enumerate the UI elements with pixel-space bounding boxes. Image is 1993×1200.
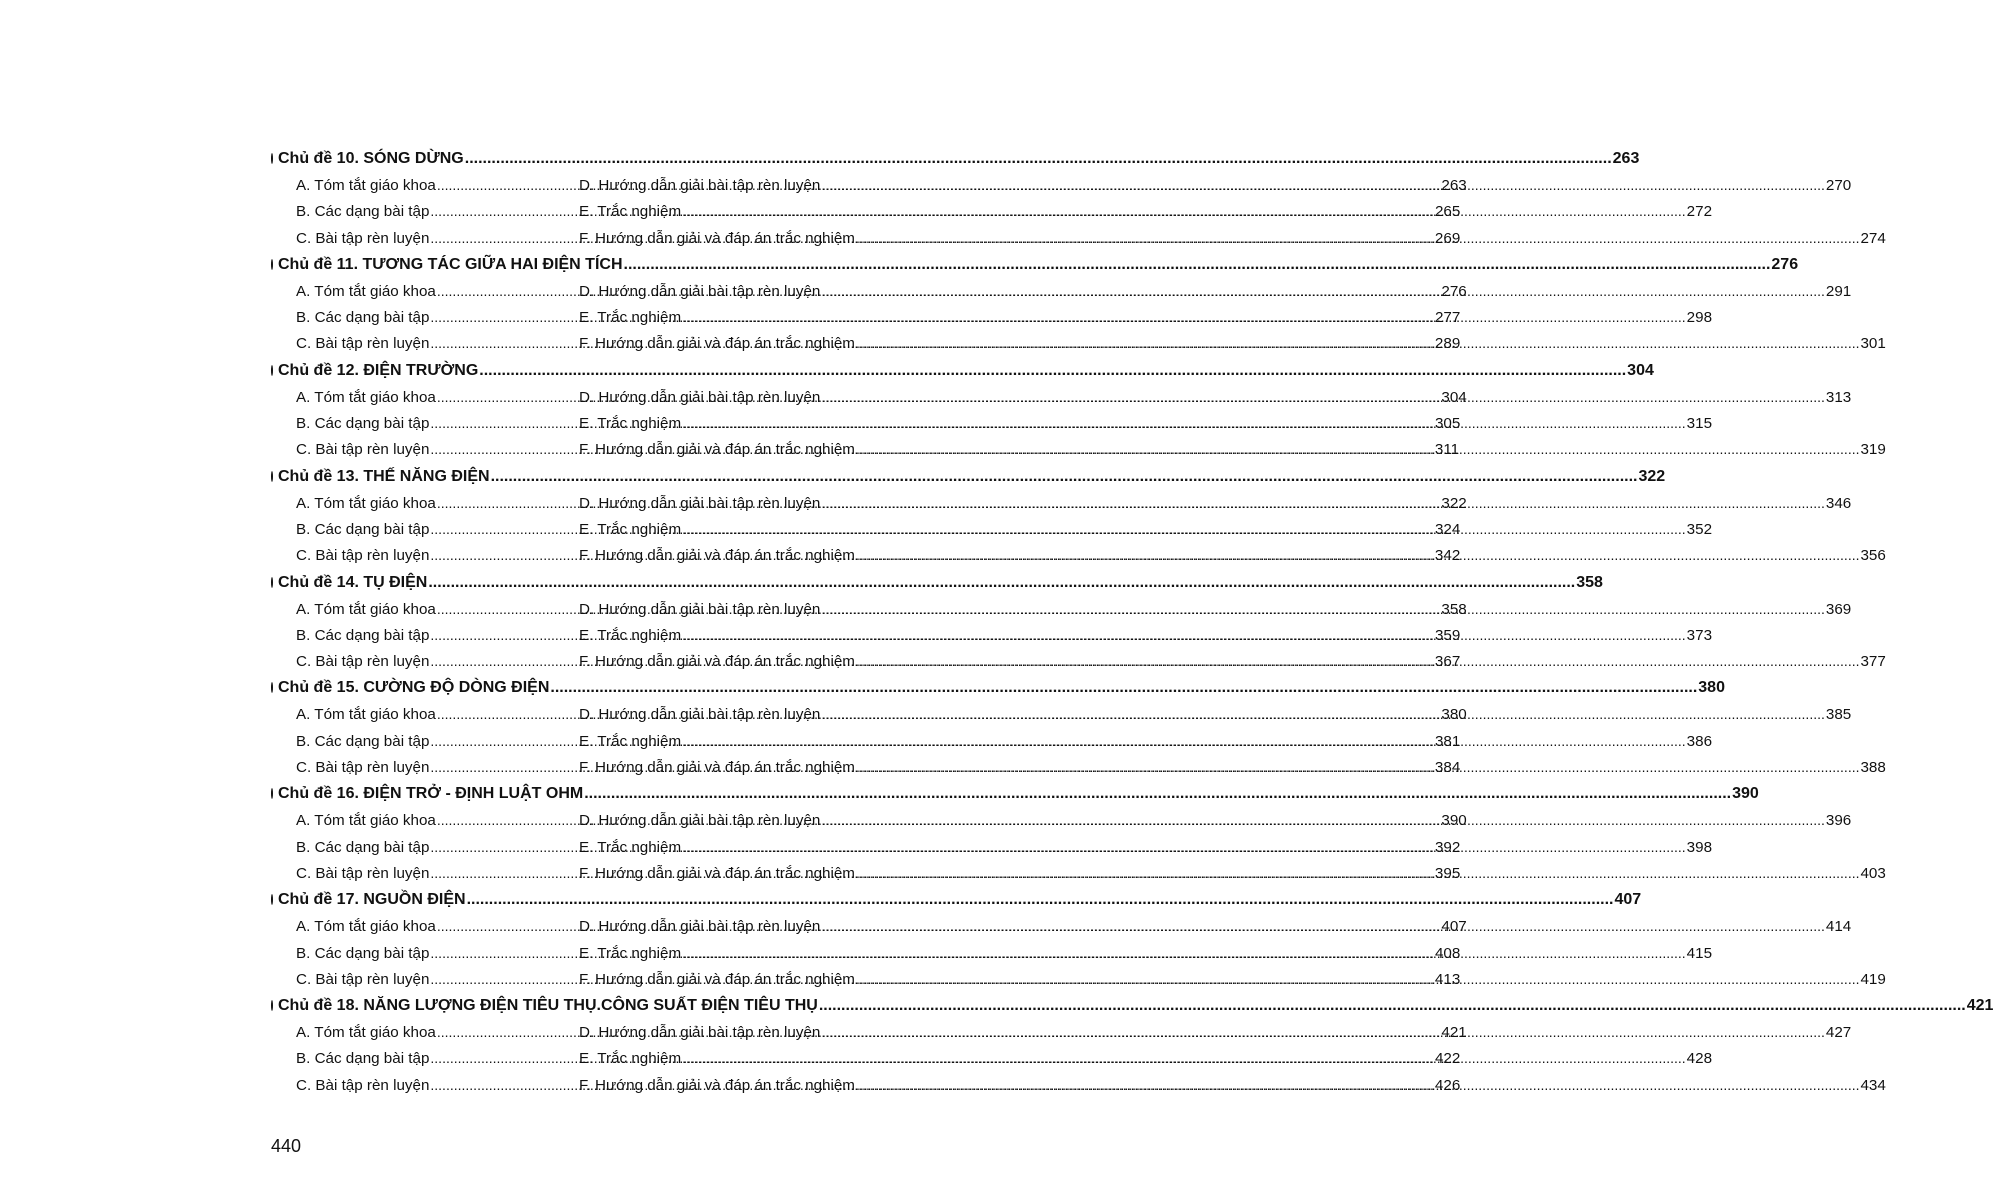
entry-title: D. Hướng dẫn giải bài tập rèn luyện [579, 494, 821, 512]
entry-page-number: 384 [1434, 759, 1461, 777]
dot-leader [821, 596, 1825, 622]
chapter-heading[interactable] [271, 145, 1640, 172]
dot-leader [856, 966, 1860, 992]
entry-page-number: 395 [1434, 864, 1461, 882]
entry-title: F. Hướng dẫn giải và đáp án trắc nghiệm [579, 441, 855, 459]
entry-title: A. Tóm tắt giáo khoa [296, 1024, 436, 1042]
entry-title: E. Trắc nghiệm [579, 520, 682, 538]
entry-page-number: 413 [1434, 970, 1461, 988]
entry-title: C. Bài tập rèn luyện [296, 759, 430, 777]
toc-subsection-row [271, 913, 1852, 939]
toc-subsection-row [271, 384, 1852, 410]
entry-title: E. Trắc nghiệm [579, 309, 682, 327]
entry-title: D. Hướng dẫn giải bài tập rèn luyện [579, 177, 821, 194]
entry-page-number: 415 [1686, 944, 1713, 962]
entry-title: A. Tóm tắt giáo khoa [296, 812, 436, 830]
entry-page-number: 269 [1434, 229, 1461, 247]
toc-subsection-row [271, 596, 1852, 622]
toc-entry-right[interactable] [579, 490, 1851, 516]
entry-page-number: 291 [1825, 282, 1852, 300]
toc-entry-right[interactable] [579, 648, 1886, 674]
dot-leader [821, 913, 1825, 939]
entry-page-number: 408 [1434, 944, 1461, 962]
toc-chapter [271, 886, 1886, 992]
entry-page-number: 377 [1860, 653, 1886, 671]
toc-subsection-row [271, 330, 1886, 356]
entry-page-number: 385 [1825, 706, 1852, 724]
entry-title: E. Trắc nghiệm [579, 415, 682, 433]
entry-title: A. Tóm tắt giáo khoa [296, 388, 436, 406]
entry-title: D. Hướng dẫn giải bài tập rèn luyện [579, 918, 821, 936]
entry-title: C. Bài tập rèn luyện [296, 864, 430, 882]
toc-entry-right[interactable] [579, 225, 1886, 251]
dot-leader [682, 1045, 1686, 1071]
chapter-page-number: 358 [1576, 573, 1603, 591]
entry-page-number: 322 [1441, 494, 1467, 512]
toc-subsection-row [271, 1019, 1852, 1045]
dot-leader [821, 490, 1825, 516]
entry-title: A. Tóm tắt giáo khoa [296, 918, 436, 936]
toc-entry-right[interactable] [579, 966, 1886, 992]
dot-leader [821, 384, 1825, 410]
toc-subsection-row [271, 860, 1886, 886]
toc-subsection-row [271, 701, 1852, 727]
entry-page-number: 403 [1860, 864, 1886, 882]
entry-page-number: 346 [1825, 494, 1852, 512]
chapter-title: Chủ đề 10. SÓNG DỪNG [278, 150, 464, 167]
dot-leader [821, 278, 1825, 304]
toc-entry-right[interactable] [579, 542, 1886, 568]
toc-entry-right[interactable] [579, 198, 1712, 224]
dot-leader [584, 780, 1731, 807]
toc-subsection-row [271, 542, 1886, 568]
entry-title: E. Trắc nghiệm [579, 203, 682, 221]
entry-page-number: 324 [1434, 520, 1461, 538]
entry-title: A. Tóm tắt giáo khoa [296, 177, 436, 194]
toc-subsection-row [271, 807, 1852, 833]
toc-entry-right[interactable] [579, 728, 1712, 754]
chapter-heading[interactable] [271, 251, 1799, 278]
dot-leader [856, 860, 1860, 886]
toc-entry-right[interactable] [579, 436, 1886, 462]
toc-subsection-row [271, 436, 1886, 462]
entry-title: B. Các dạng bài tập [296, 1050, 430, 1068]
entry-title: E. Trắc nghiệm [579, 732, 682, 750]
chapter-title: Chủ đề 14. TỤ ĐIỆN [278, 573, 428, 591]
entry-title: C. Bài tập rèn luyện [296, 970, 430, 988]
entry-page-number: 352 [1686, 520, 1713, 538]
entry-page-number: 274 [1860, 229, 1886, 247]
toc-chapter [271, 569, 1886, 675]
entry-page-number: 386 [1686, 732, 1713, 750]
entry-page-number: 276 [1441, 282, 1467, 300]
dot-leader [682, 516, 1686, 542]
entry-page-number: 396 [1825, 812, 1852, 830]
circle-bullet-icon [271, 259, 273, 270]
dot-leader [821, 807, 1825, 833]
toc-chapter [271, 674, 1886, 780]
circle-bullet-icon [271, 577, 273, 588]
toc-entry-right[interactable] [579, 913, 1851, 939]
entry-title: A. Tóm tắt giáo khoa [296, 282, 436, 300]
toc-subsection-row [271, 410, 1713, 436]
dot-leader [821, 701, 1825, 727]
toc-chapter [271, 357, 1886, 463]
entry-title: D. Hướng dẫn giải bài tập rèn luyện [579, 282, 821, 300]
dot-leader [856, 1072, 1860, 1098]
entry-page-number: 305 [1434, 415, 1461, 433]
toc-entry-right[interactable] [579, 622, 1712, 648]
entry-page-number: 414 [1825, 918, 1852, 936]
circle-bullet-icon [271, 153, 273, 164]
entry-page-number: 434 [1860, 1076, 1886, 1094]
entry-page-number: 369 [1825, 600, 1852, 618]
toc-entry-right[interactable] [579, 384, 1851, 410]
entry-page-number: 380 [1441, 706, 1467, 724]
dot-leader [682, 304, 1686, 330]
entry-page-number: 304 [1441, 388, 1467, 406]
entry-title: B. Các dạng bài tập [296, 415, 430, 433]
entry-title: E. Trắc nghiệm [579, 626, 682, 644]
dot-leader [479, 357, 1626, 384]
entry-page-number: 398 [1686, 838, 1713, 856]
entry-page-number: 427 [1825, 1024, 1852, 1042]
entry-page-number: 422 [1434, 1050, 1461, 1068]
toc-subsection-row [271, 198, 1713, 224]
circle-bullet-icon [271, 682, 273, 693]
entry-title: B. Các dạng bài tập [296, 732, 430, 750]
chapter-title: Chủ đề 18. NĂNG LƯỢNG ĐIỆN TIÊU THỤ.CÔNG SUẤT ĐIỆN TIÊU THỤ [278, 997, 818, 1015]
toc-subsection-row [271, 278, 1852, 304]
toc-chapter [271, 780, 1886, 886]
entry-title: F. Hướng dẫn giải và đáp án trắc nghiệm [579, 1076, 855, 1094]
chapter-title: Chủ đề 16. ĐIỆN TRỞ - ĐỊNH LUẬT OHM [278, 785, 584, 803]
entry-page-number: 388 [1860, 759, 1886, 777]
dot-leader [624, 251, 1771, 278]
entry-title: E. Trắc nghiệm [579, 838, 682, 856]
toc-chapter [271, 992, 1993, 1098]
chapter-heading[interactable] [271, 569, 1603, 596]
dot-leader [819, 992, 1966, 1019]
entry-page-number: 265 [1434, 203, 1461, 221]
page-number: 440 [271, 1136, 302, 1156]
toc-entry-right[interactable] [579, 754, 1886, 780]
entry-page-number: 359 [1434, 626, 1461, 644]
entry-title: D. Hướng dẫn giải bài tập rèn luyện [579, 388, 821, 406]
entry-page-number: 277 [1434, 309, 1461, 327]
entry-title: C. Bài tập rèn luyện [296, 441, 430, 459]
entry-page-number: 313 [1825, 388, 1852, 406]
toc-entry-right[interactable] [579, 304, 1712, 330]
entry-page-number: 390 [1441, 812, 1467, 830]
chapter-page-number: 322 [1638, 467, 1666, 485]
toc-entry-right[interactable] [579, 1019, 1851, 1045]
entry-title: C. Bài tập rèn luyện [296, 1076, 430, 1094]
toc-chapter [271, 463, 1886, 569]
entry-title: D. Hướng dẫn giải bài tập rèn luyện [579, 1024, 821, 1042]
entry-title: B. Các dạng bài tập [296, 520, 430, 538]
toc-entry-right[interactable] [579, 940, 1712, 966]
dot-leader [682, 940, 1686, 966]
entry-page-number: 315 [1686, 415, 1713, 433]
entry-page-number: 421 [1441, 1024, 1467, 1042]
dot-leader [856, 648, 1860, 674]
toc-subsection-row [271, 172, 1852, 198]
entry-title: D. Hướng dẫn giải bài tập rèn luyện [579, 706, 821, 724]
entry-title: C. Bài tập rèn luyện [296, 335, 430, 353]
dot-leader [821, 172, 1825, 198]
entry-title: F. Hướng dẫn giải và đáp án trắc nghiệm [579, 759, 855, 777]
toc-subsection-row [271, 622, 1713, 648]
chapter-heading[interactable] [271, 463, 1666, 490]
toc-subsection-row [271, 728, 1713, 754]
toc-entry-right[interactable] [579, 410, 1712, 436]
entry-page-number: 367 [1434, 653, 1461, 671]
dot-leader [467, 886, 1614, 913]
chapter-title: Chủ đề 12. ĐIỆN TRƯỜNG [278, 361, 479, 379]
chapter-page-number: 380 [1698, 679, 1725, 697]
toc-subsection-row [271, 1072, 1886, 1098]
chapter-page-number: 276 [1771, 255, 1799, 273]
entry-title: B. Các dạng bài tập [296, 944, 430, 962]
chapter-page-number: 304 [1627, 361, 1654, 379]
chapter-page-number: 421 [1966, 997, 1993, 1015]
dot-leader [465, 145, 1612, 172]
chapter-title: Chủ đề 15. CƯỜNG ĐỘ DÒNG ĐIỆN [278, 679, 550, 697]
entry-title: B. Các dạng bài tập [296, 626, 430, 644]
chapter-title: Chủ đề 17. NGUỒN ĐIỆN [278, 891, 466, 909]
circle-bullet-icon [271, 365, 273, 376]
chapter-page-number: 407 [1614, 891, 1642, 909]
toc-subsection-row [271, 516, 1713, 542]
toc-subsection-row [271, 940, 1713, 966]
dot-leader [682, 410, 1686, 436]
dot-leader [856, 225, 1860, 251]
dot-leader [856, 754, 1860, 780]
toc-entry-right[interactable] [579, 807, 1851, 833]
entry-page-number: 263 [1441, 177, 1467, 194]
toc-entry-right[interactable] [579, 330, 1886, 356]
toc-entry-right[interactable] [579, 516, 1712, 542]
entry-page-number: 342 [1434, 547, 1461, 565]
toc-subsection-row [271, 225, 1886, 251]
toc-entry-right[interactable] [579, 278, 1851, 304]
toc-subsection-row [271, 754, 1886, 780]
dot-leader [428, 569, 1575, 596]
entry-title: C. Bài tập rèn luyện [296, 229, 430, 247]
entry-title: E. Trắc nghiệm [579, 944, 682, 962]
dot-leader [550, 674, 1697, 701]
entry-page-number: 311 [1434, 441, 1460, 459]
entry-page-number: 298 [1686, 309, 1713, 327]
entry-page-number: 356 [1860, 547, 1886, 565]
entry-title: A. Tóm tắt giáo khoa [296, 600, 436, 618]
dot-leader [856, 436, 1860, 462]
toc-chapter [271, 251, 1886, 357]
entry-title: F. Hướng dẫn giải và đáp án trắc nghiệm [579, 335, 855, 353]
dot-leader [682, 198, 1686, 224]
dot-leader [856, 542, 1860, 568]
circle-bullet-icon [271, 894, 273, 905]
circle-bullet-icon [271, 471, 273, 482]
entry-title: F. Hướng dẫn giải và đáp án trắc nghiệm [579, 547, 855, 565]
circle-bullet-icon [271, 1000, 273, 1011]
entry-title: F. Hướng dẫn giải và đáp án trắc nghiệm [579, 653, 855, 671]
toc-entry-right[interactable] [579, 1072, 1886, 1098]
entry-title: F. Hướng dẫn giải và đáp án trắc nghiệm [579, 970, 855, 988]
toc-subsection-row [271, 834, 1713, 860]
entry-page-number: 419 [1860, 970, 1886, 988]
entry-title: C. Bài tập rèn luyện [296, 547, 430, 565]
entry-title: F. Hướng dẫn giải và đáp án trắc nghiệm [579, 864, 855, 882]
entry-title: C. Bài tập rèn luyện [296, 653, 430, 671]
entry-title: E. Trắc nghiệm [579, 1050, 682, 1068]
entry-page-number: 270 [1825, 177, 1852, 194]
toc-chapter [271, 145, 1886, 251]
toc-entry-right[interactable] [579, 701, 1851, 727]
dot-leader [682, 834, 1686, 860]
toc-entry-right[interactable] [579, 834, 1712, 860]
chapter-heading[interactable] [271, 992, 1993, 1019]
entry-title: D. Hướng dẫn giải bài tập rèn luyện [579, 600, 821, 618]
entry-page-number: 407 [1441, 918, 1467, 936]
entry-page-number: 381 [1434, 732, 1461, 750]
chapter-page-number: 263 [1612, 150, 1640, 167]
chapter-title: Chủ đề 11. TƯƠNG TÁC GIỮA HAI ĐIỆN TÍCH [278, 255, 623, 273]
entry-title: B. Các dạng bài tập [296, 203, 430, 221]
toc-entry-right[interactable] [579, 596, 1851, 622]
toc-entry-right[interactable] [579, 1045, 1712, 1071]
toc-entry-right[interactable] [579, 860, 1886, 886]
chapter-heading[interactable] [271, 886, 1642, 913]
circle-bullet-icon [271, 788, 273, 799]
entry-page-number: 358 [1441, 600, 1467, 618]
entry-page-number: 272 [1686, 203, 1713, 221]
entry-page-number: 319 [1860, 441, 1886, 459]
entry-page-number: 426 [1434, 1076, 1461, 1094]
toc-subsection-row [271, 490, 1852, 516]
toc-subsection-row [271, 1045, 1713, 1071]
table-of-contents [271, 145, 1993, 1098]
entry-page-number: 373 [1686, 626, 1713, 644]
toc-subsection-row [271, 966, 1886, 992]
chapter-heading[interactable] [271, 674, 1725, 701]
entry-page-number: 301 [1860, 335, 1886, 353]
chapter-heading[interactable] [271, 357, 1654, 384]
entry-page-number: 428 [1686, 1050, 1713, 1068]
dot-leader [682, 728, 1686, 754]
dot-leader [682, 622, 1686, 648]
toc-entry-right[interactable] [579, 172, 1851, 198]
dot-leader [821, 1019, 1825, 1045]
chapter-heading[interactable] [271, 780, 1759, 807]
entry-title: A. Tóm tắt giáo khoa [296, 706, 436, 724]
entry-title: D. Hướng dẫn giải bài tập rèn luyện [579, 812, 821, 830]
entry-title: B. Các dạng bài tập [296, 838, 430, 856]
chapter-title: Chủ đề 13. THẾ NĂNG ĐIỆN [278, 467, 490, 485]
entry-page-number: 289 [1434, 335, 1461, 353]
entry-page-number: 392 [1434, 838, 1461, 856]
chapter-page-number: 390 [1732, 785, 1759, 803]
toc-subsection-row [271, 648, 1886, 674]
entry-title: F. Hướng dẫn giải và đáp án trắc nghiệm [579, 229, 855, 247]
dot-leader [856, 330, 1860, 356]
entry-title: A. Tóm tắt giáo khoa [296, 494, 436, 512]
toc-subsection-row [271, 304, 1713, 330]
dot-leader [491, 463, 1638, 490]
entry-title: B. Các dạng bài tập [296, 309, 430, 327]
